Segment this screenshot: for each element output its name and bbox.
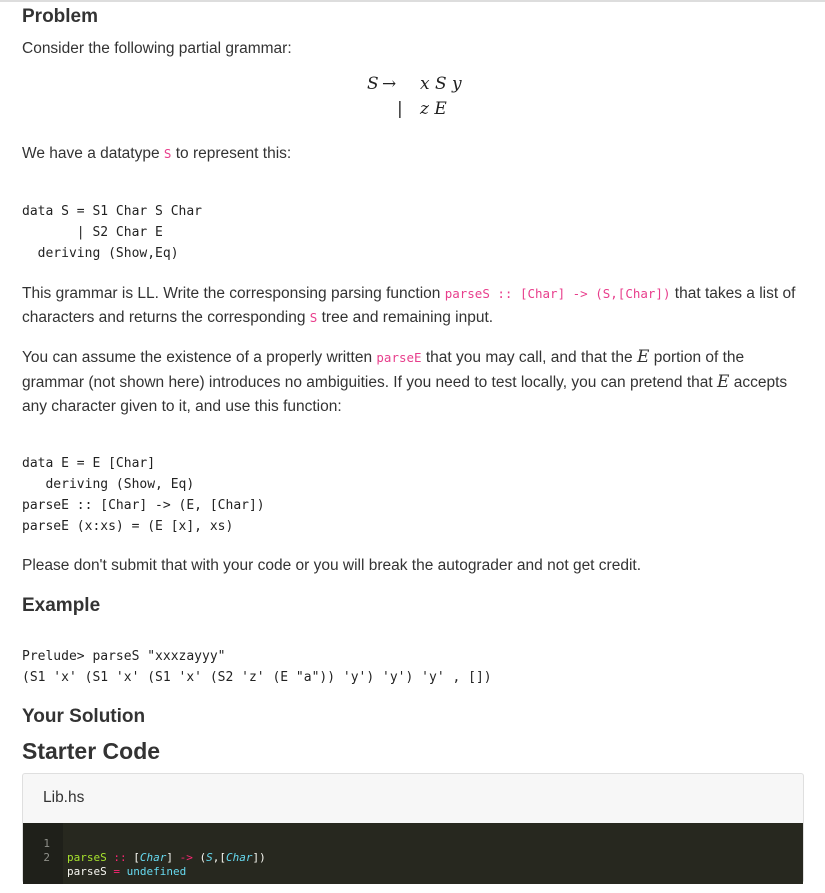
starter-code-card xyxy=(22,773,804,883)
datatype-e-code-block: data E = E [Char] deriving (Show, Eq) parseE :: [Char] -> (E, [Char]) parseE (x:xs) = (E [x], xs) xyxy=(22,456,265,534)
token-equals: = xyxy=(106,865,127,878)
assume-text xyxy=(22,345,802,419)
token-bracket: [ xyxy=(133,851,140,864)
token-paren: ( xyxy=(199,851,207,864)
consider-text: Consider the following partial grammar: xyxy=(22,40,292,57)
datatype-text xyxy=(22,142,291,166)
assume-text-2: that you may call, and that the xyxy=(421,349,637,366)
s-inline-code: S xyxy=(309,310,318,325)
token-type-op: :: xyxy=(106,851,134,864)
line-number: 1 xyxy=(43,837,50,850)
ll-text xyxy=(22,282,812,330)
ll-text-mid: that takes a list of characters and returns the corresponding xyxy=(22,285,796,326)
token-type-s: S xyxy=(206,851,213,864)
token-paren: ]) xyxy=(252,851,266,864)
assume-text-1: You can assume the existence of a properly written xyxy=(22,349,377,366)
assume-text-3: portion of the grammar (not shown here) introduces no ambiguities. If you need to test locally, you can pretend that xyxy=(22,349,745,391)
token-bracket: ] xyxy=(166,851,173,864)
file-tab-lib-hs[interactable]: Lib.hs xyxy=(43,789,85,806)
parse-e-inline-code: parseE xyxy=(376,350,422,365)
grammar-arrow: → xyxy=(382,74,397,94)
token-arrow: -> xyxy=(173,851,200,864)
example-code-block: Prelude> parseS "xxxzayyy" (S1 'x' (S1 'x' (S1 'x' (S2 'z' (E "a")) 'y') 'y') 'y' , []) xyxy=(22,649,492,685)
parse-signature-inline-code: parseS :: [Char] -> (S,[Char]) xyxy=(444,286,671,301)
grammar-lhs: S xyxy=(367,74,379,94)
top-divider xyxy=(0,0,825,2)
your-solution-heading: Your Solution xyxy=(22,706,146,727)
math-e-2: E xyxy=(717,372,730,392)
token-bracket: [ xyxy=(219,851,226,864)
token-fn-name: parseS xyxy=(67,851,107,864)
problem-heading: Problem xyxy=(22,6,99,27)
grammar-bar: | xyxy=(397,99,403,119)
editor-line-1[interactable] xyxy=(23,823,803,864)
editor-line-text xyxy=(67,865,186,879)
token-comma: , xyxy=(212,851,220,864)
example-heading: Example xyxy=(22,595,101,616)
assume-text-4: accepts any character given to it, and use this function: xyxy=(22,374,788,415)
datatype-text-pre: We have a datatype xyxy=(22,145,164,162)
token-type-char: Char xyxy=(226,851,253,864)
datatype-s-code-block: data S = S1 Char S Char | S2 Char E deriving (Show,Eq) xyxy=(22,204,203,261)
editor-line-text xyxy=(67,851,266,865)
starter-code-heading: Starter Code xyxy=(22,738,161,764)
math-e-1: E xyxy=(636,347,650,367)
token-undefined: undefined xyxy=(126,865,187,878)
ll-text-post: tree and remaining input. xyxy=(317,309,494,326)
datatype-inline-code: S xyxy=(163,146,172,161)
grammar-rule-2: z E xyxy=(420,99,447,119)
token-type-char: Char xyxy=(139,851,167,864)
line-number: 2 xyxy=(43,851,50,864)
grammar-rule-1: x S y xyxy=(420,74,462,94)
token-fn-name: parseS xyxy=(67,865,107,878)
warning-text: Please don't submit that with your code or you will break the autograder and not get credit. xyxy=(22,557,642,574)
datatype-text-post: to represent this: xyxy=(171,145,292,162)
ll-text-pre: This grammar is LL. Write the corresponsing parsing function xyxy=(22,285,445,302)
code-editor[interactable] xyxy=(23,823,803,884)
